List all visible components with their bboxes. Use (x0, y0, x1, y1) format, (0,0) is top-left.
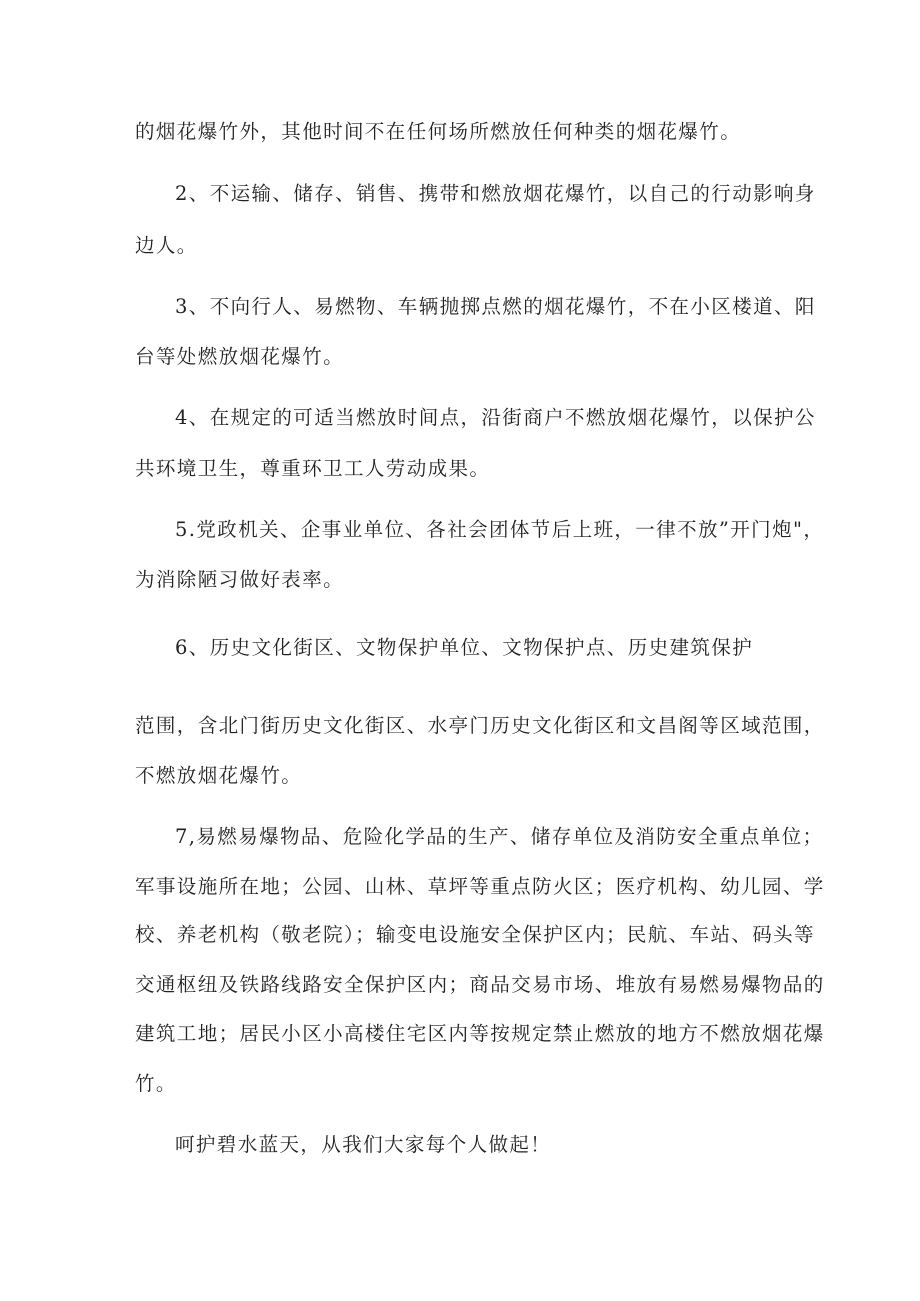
text-line: 的烟花爆竹外，其他时间不在任何场所燃放任何种类的烟花爆竹。 (135, 120, 742, 143)
text-line: 呵护碧水蓝天，从我们大家每个人做起！ (175, 1133, 552, 1156)
text-line: 5.党政机关、企事业单位、各社会团体节后上班，一律不放”开门炮"， (175, 518, 825, 541)
text-line: 范围，含北门街历史文化街区、水亭门历史文化街区和文昌阁等区域范围， (135, 714, 825, 737)
text-line: 4、在规定的可适当燃放时间点，沿街商户不燃放烟花爆竹，以保护公 (175, 406, 816, 429)
text-line: 2、不运输、储存、销售、携带和燃放烟花爆竹，以自己的行动影响身 (175, 182, 816, 205)
text-line: 竹。 (135, 1072, 177, 1095)
text-line: 台等处燃放烟花爆竹。 (135, 345, 345, 368)
text-line: 不燃放烟花爆竹。 (135, 764, 303, 787)
text-line: 交通枢纽及铁路线路安全保护区内；商品交易市场、堆放有易燃易爆物品的 (135, 973, 825, 996)
text-line: 军事设施所在地；公园、山林、草坪等重点防火区；医疗机构、幼儿园、学 (135, 875, 825, 898)
text-line: 3、不向行人、易燃物、车辆抛掷点燃的烟花爆竹，不在小区楼道、阳 (175, 295, 816, 318)
text-line: 7,易燃易爆物品、危险化学品的生产、储存单位及消防安全重点单位； (175, 825, 824, 848)
text-line: 共环境卫生，尊重环卫工人劳动成果。 (135, 457, 491, 480)
text-line: 为消除陋习做好表率。 (135, 568, 345, 591)
text-line: 边人。 (135, 234, 198, 257)
text-line: 建筑工地；居民小区小高楼住宅区内等按规定禁止燃放的地方不燃放烟花爆 (135, 1022, 825, 1045)
text-line: 6、历史文化街区、文物保护单位、文物保护点、历史建筑保护 (175, 636, 754, 659)
text-line: 校、养老机构（敬老院）；输变电设施安全保护区内；民航、车站、码头等 (135, 923, 815, 946)
